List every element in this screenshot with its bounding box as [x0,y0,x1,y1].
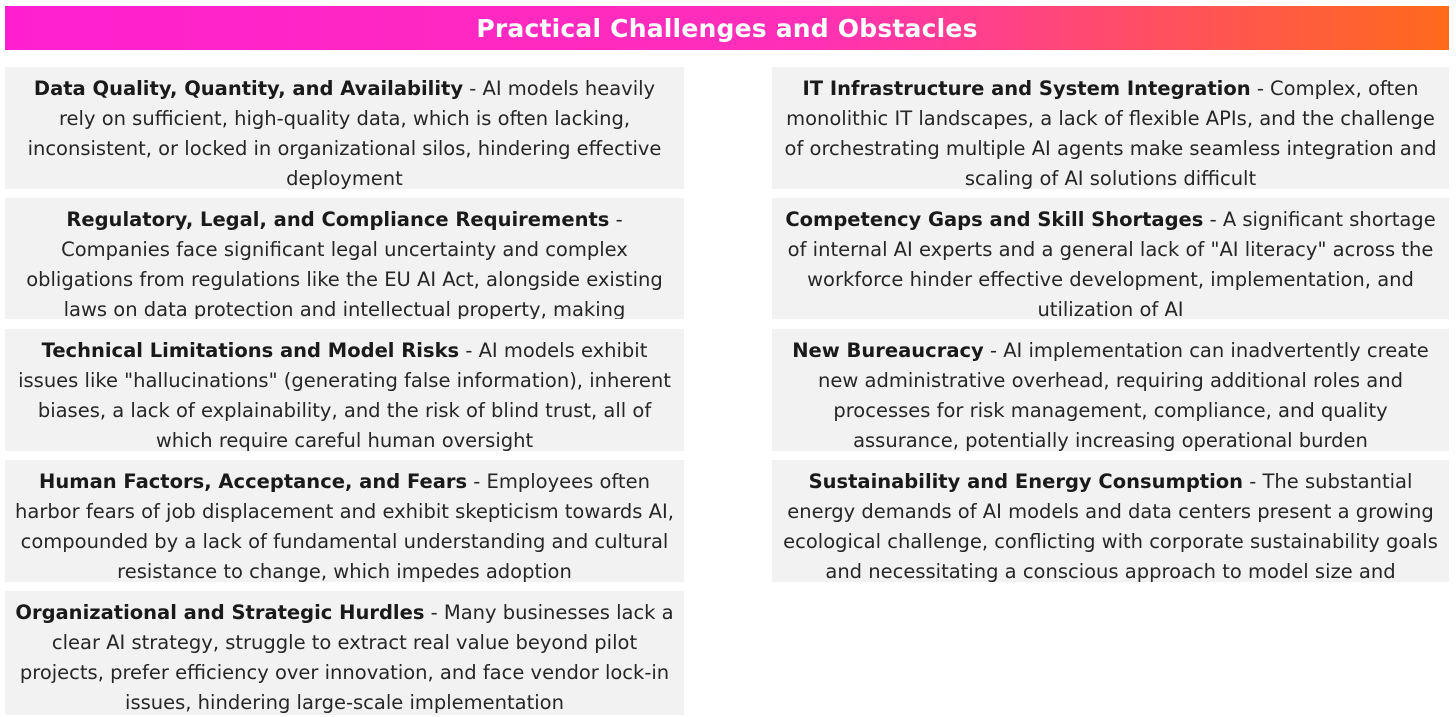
challenge-card-competency-gaps [772,198,1449,319]
card-title: IT Infrastructure and System Integration [802,77,1251,100]
challenge-card-human-factors [5,460,684,582]
card-text: - Complex, often monolithic IT landscapes, a lack of flexible APIs, and the challenge of orchestrating multiple AI agents make seamless integration and scaling of AI solutions difficult [784,77,1437,189]
card-title: New Bureaucracy [792,339,984,362]
header-banner [5,6,1449,50]
challenge-card-organizational [5,591,684,715]
card-title: Regulatory, Legal, and Compliance Requirements [66,208,610,231]
challenge-card-sustainability [772,460,1449,582]
card-title: Technical Limitations and Model Risks [41,339,460,362]
challenge-card-it-infrastructure [772,67,1449,189]
card-title: Organizational and Strategic Hurdles [15,601,425,624]
card-text: - Many businesses lack a clear AI strategy, struggle to extract real value beyond pilot projects, prefer efficiency over innovation, and face vendor lock-in issues, hindering large-scale implementation [19,601,674,714]
card-text: - The substantial energy demands of AI models and data centers present a growing ecological challenge, conflicting with corporate sustainability goals and necessitating a conscious approach to model size and [783,470,1438,582]
card-text: - A significant shortage of internal AI experts and a general lack of "AI literacy" across the workforce hinder effective development, implementation, and utilization of AI [787,208,1436,319]
card-text: - Companies face significant legal uncertainty and complex obligations from regulations like the EU AI Act, alongside existing laws on data protection and intellectual property, making [26,208,663,319]
challenge-card-technical-limitations [5,329,684,451]
page-title: Practical Challenges and Obstacles [476,13,978,43]
card-text: - AI models exhibit issues like "hallucinations" (generating false information), inherent biases, a lack of explainability, and the risk of blind trust, all of which require careful human oversight [18,339,671,451]
card-title: Competency Gaps and Skill Shortages [785,208,1204,231]
card-title: Human Factors, Acceptance, and Fears [39,470,468,493]
card-text: - Employees often harbor fears of job displacement and exhibit skepticism towards AI, compounded by a lack of fundamental understanding and cultural resistance to change, which impedes adoption [15,470,674,582]
challenge-card-regulatory [5,198,684,319]
challenge-card-new-bureaucracy [772,329,1449,451]
challenge-card-data-quality [5,67,684,189]
card-title: Data Quality, Quantity, and Availability [33,77,464,100]
card-text: - AI models heavily rely on sufficient, high-quality data, which is often lacking, inconsistent, or locked in organizational silos, hindering effective deployment [27,77,662,189]
card-title: Sustainability and Energy Consumption [808,470,1244,493]
card-text: - AI implementation can inadvertently create new administrative overhead, requiring additional roles and processes for risk management, compliance, and quality assurance, potentially increasing operational burden [818,339,1429,451]
